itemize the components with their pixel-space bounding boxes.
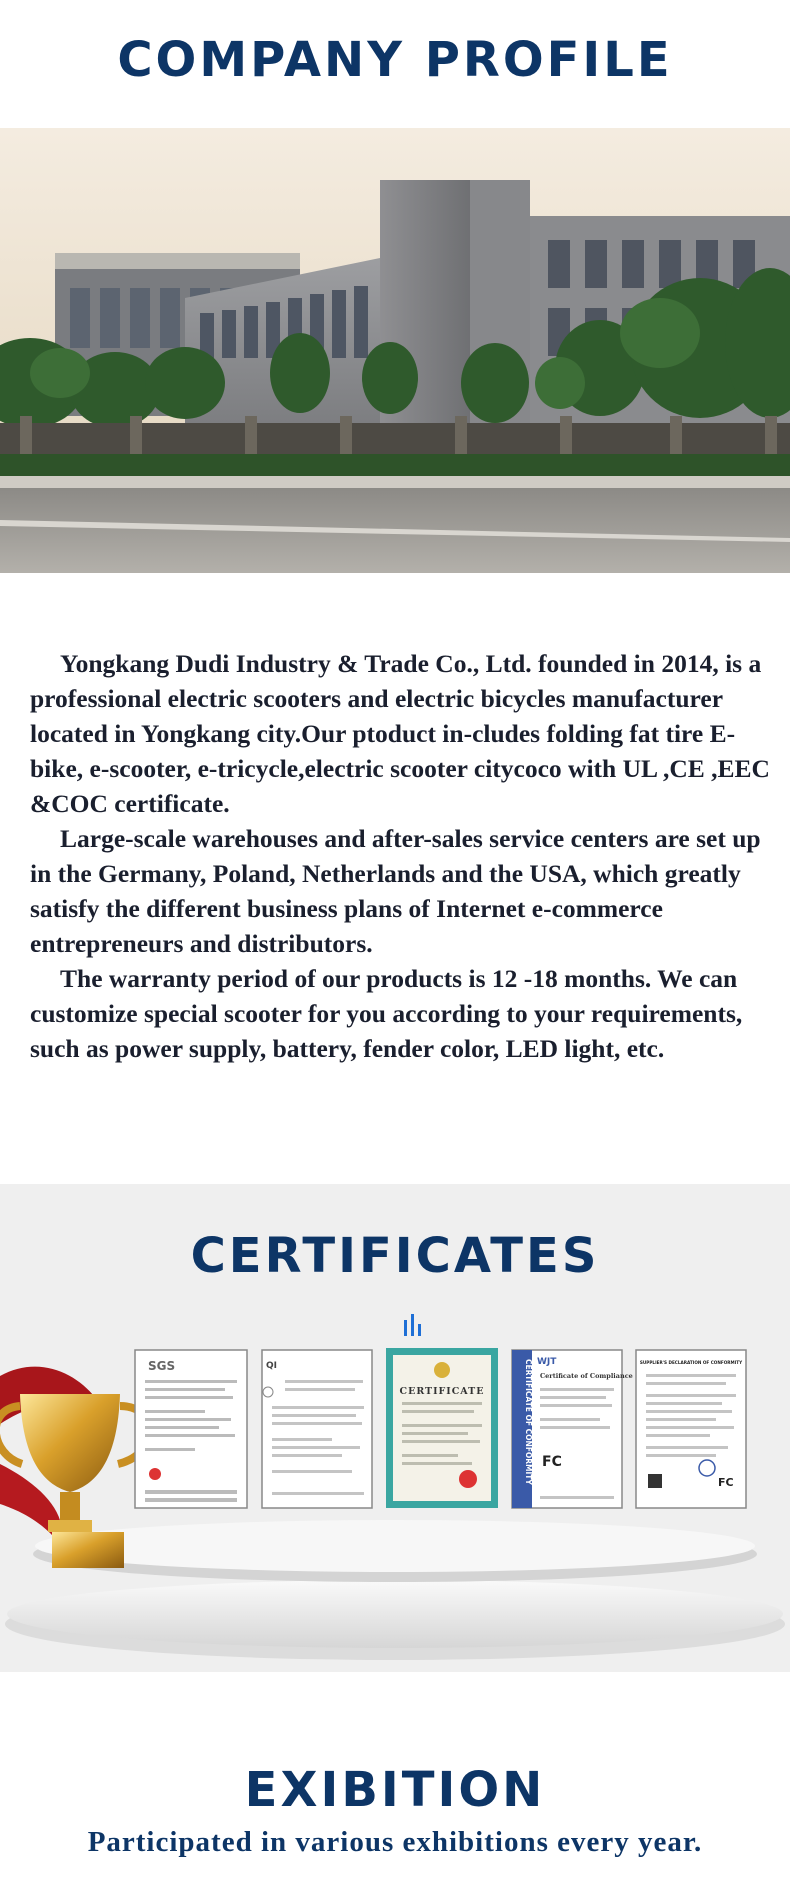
certificates-section bbox=[0, 1184, 790, 1672]
suppliers-declaration bbox=[636, 1350, 746, 1508]
profile-paragraph-1: Yongkang Dudi Industry & Trade Co., Ltd. founded in 2014, is a professional electric scooters and electric bicycles manufacturer located in Yongkang city.Our ptoduct in-cludes folding fat tire E-bike, e-scooter, e-tricycle,electric scooter citycoco with UL ,CE ,EEC &COC certificate. bbox=[30, 649, 770, 818]
profile-paragraph-3: The warranty period of our products is 12 -18 months. We can customize special scooter for you according to your requirements, such as power supply, battery, fender color, LED light, etc. bbox=[30, 964, 743, 1063]
ce-certificate-title: CERTIFICATE bbox=[399, 1386, 485, 1397]
test-report-certificate bbox=[262, 1350, 372, 1508]
company-description bbox=[30, 646, 770, 1066]
wjt-logo: WJT bbox=[537, 1357, 557, 1367]
test-report-logo: QI bbox=[266, 1361, 277, 1371]
exhibition-title: EXIBITION bbox=[244, 1762, 546, 1818]
ce-certificate bbox=[386, 1348, 498, 1508]
certificates-title: CERTIFICATES bbox=[190, 1228, 600, 1284]
sgs-logo: SGS bbox=[148, 1359, 176, 1373]
declaration-header: SUPPLIER'S DECLARATION OF CONFORMITY bbox=[639, 1360, 743, 1365]
exhibition-subtitle: Participated in various exhibitions every year. bbox=[87, 1826, 703, 1858]
conformity-side-label: CERTIFICATE OF CONFORMITY bbox=[524, 1359, 533, 1485]
fcc-mark-1: FC bbox=[542, 1454, 562, 1470]
certificates-display bbox=[0, 1314, 790, 1672]
certificate-of-conformity bbox=[512, 1350, 633, 1508]
company-profile-title: COMPANY PROFILE bbox=[117, 32, 673, 88]
profile-paragraph-2: Large-scale warehouses and after-sales service centers are set up in the Germany, Poland, Netherlands and the USA, which greatly satisfy the different business plans of Internet e-commerce entrepreneurs and distributors. bbox=[30, 824, 761, 958]
wjt-header: Certificate of Compliance bbox=[540, 1372, 633, 1380]
factory-building-photo bbox=[0, 128, 790, 573]
fcc-mark-2: FC bbox=[718, 1476, 734, 1489]
sgs-certificate bbox=[135, 1350, 247, 1508]
